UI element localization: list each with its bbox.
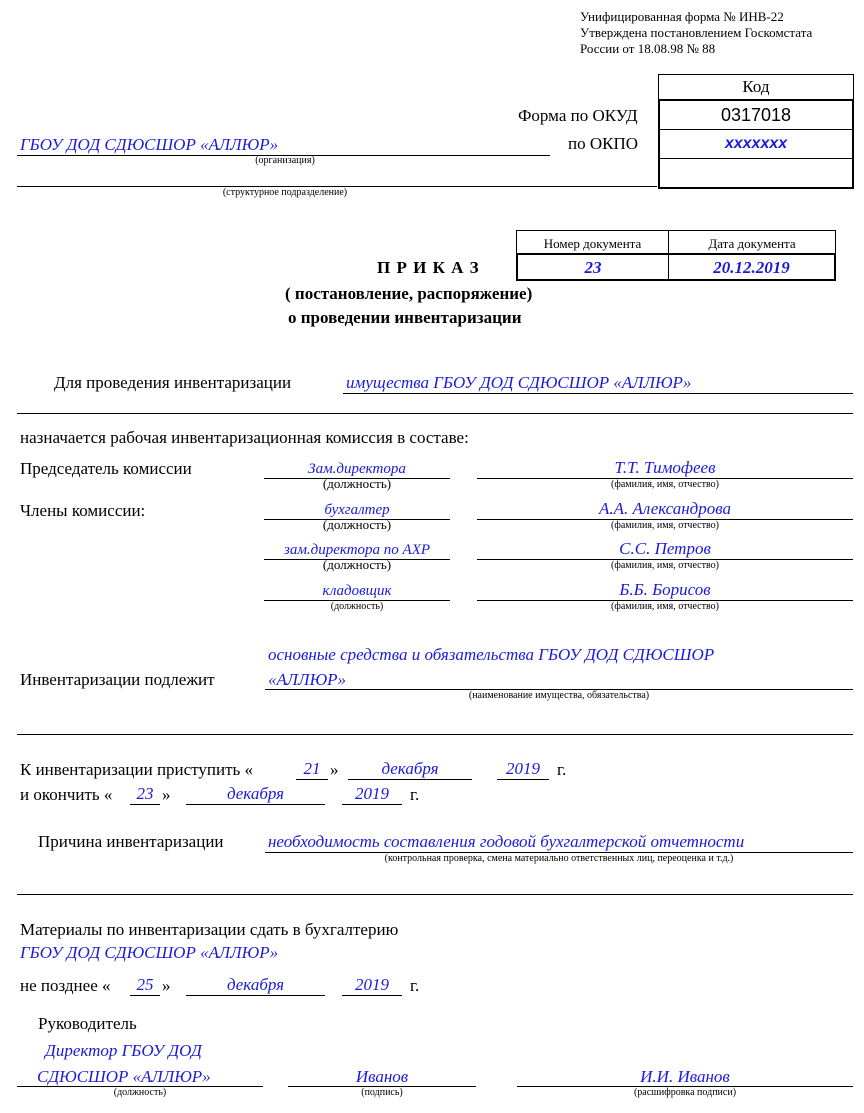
end-year-line [342,804,402,805]
title-subject: о проведении инвентаризации [288,308,522,327]
form-name: Унифицированная форма № ИНВ-22 [580,9,784,24]
head-position-caption: (должность) [113,1087,167,1098]
doc-table-header [516,230,836,254]
purpose-value: имущества ГБОУ ДОД СДЮСШОР «АЛЛЮР» [346,373,692,392]
reason-line-2 [17,894,853,895]
reason-value: необходимость составления годовой бухгалтерской отчетности [268,832,745,851]
subject-label: Инвентаризации подлежит [20,670,215,689]
materials-recipient: ГБОУ ДОД СДЮСШОР «АЛЛЮР» [20,943,279,962]
end-year-suffix: г. [410,785,420,804]
commission-name-caption: (фамилия, имя, отчество) [611,520,719,531]
head-label: Руководитель [38,1014,137,1033]
approval-date: России от 18.08.98 № 88 [580,41,716,56]
commission-position-caption: (должность) [322,557,392,572]
end-year: 2019 [355,784,389,803]
materials-label: Материалы по инвентаризации сдать в бухгалтерию [20,920,399,939]
deadline-label: не позднее « [20,976,111,995]
start-month: декабря [381,759,439,778]
end-month: декабря [226,784,285,803]
commission-intro: назначается рабочая инвентаризационная комиссия в составе: [20,428,469,447]
approval-text: Утверждена постановлением Госкомстата [580,25,813,40]
code-values-box [658,99,854,189]
organization-name: ГБОУ ДОД СДЮСШОР «АЛЛЮР» [20,135,279,154]
end-month-line [186,804,325,805]
kod-label: Код [742,77,770,96]
start-year: 2019 [506,759,540,778]
doc-table-values [516,253,836,281]
subdivision-caption: (структурное подразделение) [222,187,348,198]
okud-label: Форма по ОКУД [518,106,638,125]
end-quote-close: » [162,785,171,804]
code-divider-1 [660,129,852,130]
code-divider-2 [660,158,852,159]
okud-value: 0317018 [720,105,792,125]
end-label: и окончить « [20,785,113,804]
okpo-value: xxxxxxx [724,135,788,152]
commission-name-caption: (фамилия, имя, отчество) [611,560,719,571]
reason-caption: (контрольная проверка, смена материально ответственных лиц, переоценка и т.д.) [384,853,734,864]
start-day: 21 [303,759,321,778]
subject-value-line2: «АЛЛЮР» [268,670,347,689]
end-day-line [130,804,160,805]
title-subtitle: ( постановление, распоряжение) [285,284,533,303]
title-order: П Р И К А З [377,258,480,277]
deadline-month-line [186,995,325,996]
start-year-suffix: г. [557,760,567,779]
purpose-line-2 [17,413,853,414]
doc-number-value: 23 [584,258,602,277]
commission-position: Зам.директора [308,461,406,477]
start-day-line [296,779,328,780]
commission-position-caption: (должность) [322,476,392,491]
deadline-year-suffix: г. [410,976,420,995]
kod-header-cell [658,74,854,100]
head-decoding-value: И.И. Иванов [640,1067,730,1086]
doc-number-header: Номер документа [543,236,642,251]
commission-position-caption: (должность) [330,601,384,612]
chairman-label: Председатель комиссии [20,459,192,478]
subject-line-2 [17,734,853,735]
commission-name: А.А. Александрова [599,499,731,518]
doc-date-header: Дата документа [708,236,796,251]
head-position-line2: СДЮСШОР «АЛЛЮР» [37,1067,211,1086]
deadline-year-line [342,995,402,996]
deadline-quote-close: » [162,976,171,995]
members-label: Члены комиссии: [20,501,146,520]
commission-name: Б.Б. Борисов [619,580,711,599]
okpo-label: по ОКПО [568,134,639,153]
head-signature-caption: (подпись) [361,1087,403,1098]
subject-caption: (наименование имущества, обязательства) [468,690,650,701]
commission-name: С.С. Петров [619,539,711,558]
end-day: 23 [136,784,154,803]
commission-name: Т.Т. Тимофеев [614,458,716,477]
purpose-line-1 [343,393,853,394]
deadline-day: 25 [136,975,154,994]
commission-position: бухгалтер [324,502,390,518]
deadline-year: 2019 [355,975,389,994]
head-signature-value: Иванов [355,1067,409,1086]
head-decoding-caption: (расшифровка подписи) [633,1087,737,1098]
start-month-line [348,779,472,780]
deadline-month: декабря [226,975,285,994]
head-position-line1: Директор ГБОУ ДОД [45,1041,202,1060]
commission-name-caption: (фамилия, имя, отчество) [611,479,719,490]
commission-name-caption: (фамилия, имя, отчество) [611,601,719,612]
commission-position: зам.директора по АХР [283,542,431,558]
commission-position: кладовщик [322,583,392,599]
doc-date-value: 20.12.2019 [713,258,790,277]
start-label: К инвентаризации приступить « [20,760,254,779]
deadline-day-line [130,995,160,996]
organization-caption: (организация) [255,155,315,166]
commission-position-caption: (должность) [322,517,392,532]
purpose-label: Для проведения инвентаризации [54,373,292,392]
start-quote-close: » [330,760,339,779]
reason-label: Причина инвентаризации [38,832,224,851]
subject-value-line1: основные средства и обязательства ГБОУ ДОД СДЮСШОР [268,645,715,664]
start-year-line [497,779,549,780]
